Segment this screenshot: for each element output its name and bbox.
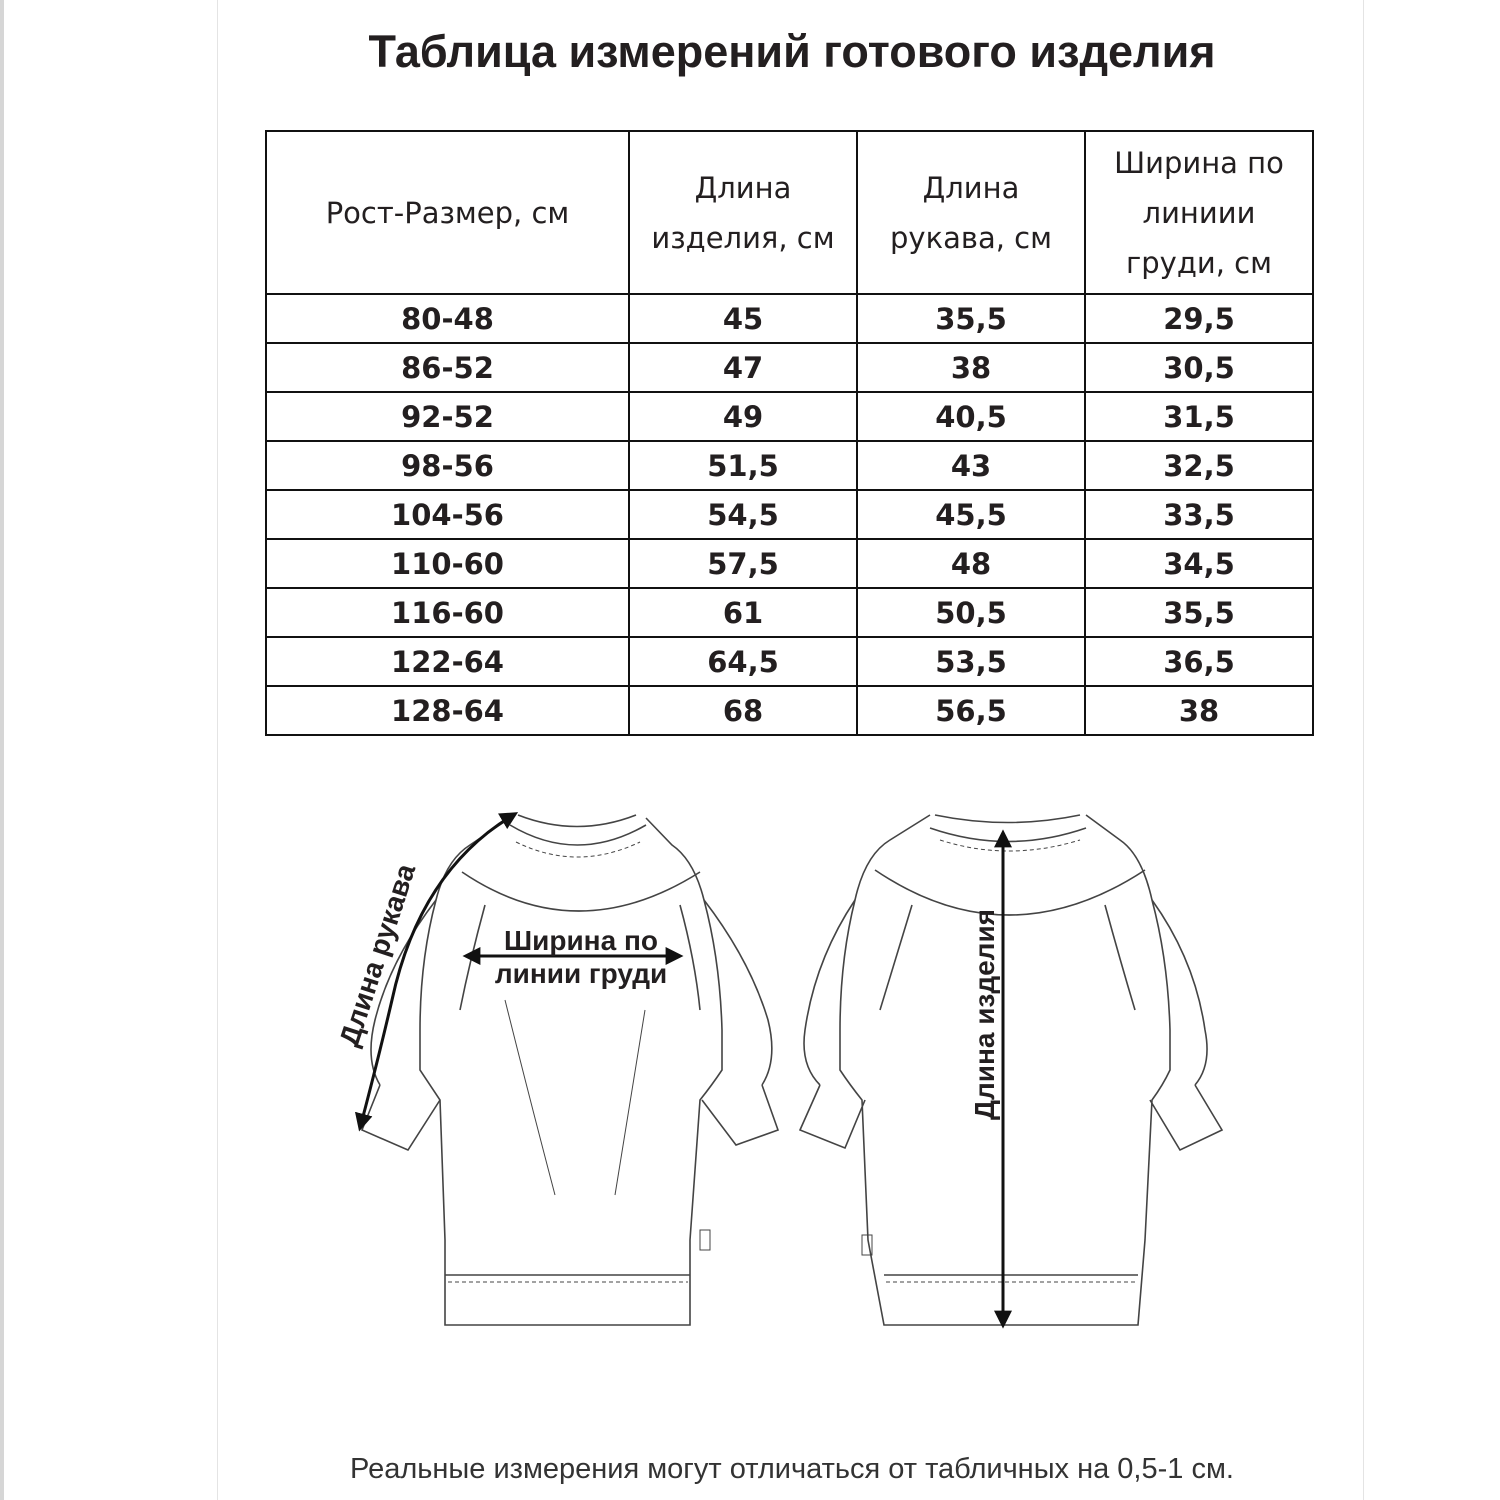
table-row — [266, 392, 1313, 441]
cell-length: 57,5 — [629, 539, 857, 588]
header-line: груди, см — [1126, 245, 1272, 280]
cell-sleeve: 35,5 — [857, 294, 1085, 343]
header-line: линиии — [1142, 195, 1256, 230]
cell-chest: 33,5 — [1085, 490, 1313, 539]
table-row — [266, 343, 1313, 392]
front-body-outline — [420, 818, 722, 1325]
back-neckband — [930, 828, 1086, 842]
header-line: Ширина по — [1114, 145, 1284, 180]
back-view-drawing — [800, 815, 1222, 1325]
cell-size: 92-52 — [266, 392, 629, 441]
table-row — [266, 588, 1313, 637]
cell-size: 122-64 — [266, 637, 629, 686]
table-row — [266, 441, 1313, 490]
cell-sleeve: 53,5 — [857, 637, 1085, 686]
cell-length: 45 — [629, 294, 857, 343]
cell-chest: 36,5 — [1085, 637, 1313, 686]
header-line: рукава, см — [890, 220, 1052, 255]
header-height-size — [266, 131, 629, 294]
front-view-drawing — [362, 815, 778, 1325]
back-yoke — [875, 870, 1145, 915]
header-sleeve-length — [857, 131, 1085, 294]
cell-size: 98-56 — [266, 441, 629, 490]
table-row — [266, 539, 1313, 588]
header-line: Длина — [694, 170, 792, 205]
table-header-row — [266, 131, 1313, 294]
cell-length: 68 — [629, 686, 857, 735]
front-neckband — [510, 825, 646, 845]
header-line: Рост-Размер, см — [325, 195, 570, 230]
back-body-outline — [840, 815, 1170, 1325]
cell-chest: 31,5 — [1085, 392, 1313, 441]
size-table — [265, 130, 1314, 736]
table-row — [266, 294, 1313, 343]
cell-length: 47 — [629, 343, 857, 392]
chest-width-label-line1: Ширина по — [504, 925, 658, 956]
cell-sleeve: 38 — [857, 343, 1085, 392]
back-left-sleeve — [804, 900, 855, 1085]
page-title: Таблица измерений готового изделия — [368, 26, 1216, 77]
cell-chest: 38 — [1085, 686, 1313, 735]
cell-length: 49 — [629, 392, 857, 441]
back-neckline — [935, 815, 1080, 823]
front-neckline — [518, 815, 636, 827]
back-left-cuff — [800, 1085, 865, 1148]
sleeve-length-label: Длина рукава — [333, 860, 422, 1050]
cell-sleeve: 50,5 — [857, 588, 1085, 637]
cell-chest: 29,5 — [1085, 294, 1313, 343]
cell-size: 116-60 — [266, 588, 629, 637]
cell-size: 128-64 — [266, 686, 629, 735]
cell-length: 51,5 — [629, 441, 857, 490]
back-right-cuff — [1150, 1085, 1222, 1150]
table-row — [266, 686, 1313, 735]
front-left-cuff — [362, 1085, 440, 1150]
cell-chest: 30,5 — [1085, 343, 1313, 392]
cell-sleeve: 45,5 — [857, 490, 1085, 539]
front-right-cuff — [702, 1085, 778, 1145]
cell-chest: 35,5 — [1085, 588, 1313, 637]
cell-sleeve: 40,5 — [857, 392, 1085, 441]
cell-sleeve: 48 — [857, 539, 1085, 588]
footnote: Реальные измерения могут отличаться от табличных на 0,5-1 см. — [350, 1453, 1234, 1485]
header-line: изделия, см — [651, 220, 835, 255]
cell-sleeve: 56,5 — [857, 686, 1085, 735]
chest-width-label-line2: линии груди — [494, 958, 668, 989]
cell-size: 104-56 — [266, 490, 629, 539]
front-yoke — [462, 872, 700, 911]
garment-length-label: Длина изделия — [969, 908, 1000, 1120]
cell-length: 64,5 — [629, 637, 857, 686]
cell-length: 61 — [629, 588, 857, 637]
front-right-sleeve — [704, 900, 772, 1085]
back-right-sleeve — [1152, 900, 1207, 1085]
cell-sleeve: 43 — [857, 441, 1085, 490]
cell-length: 54,5 — [629, 490, 857, 539]
cell-chest: 32,5 — [1085, 441, 1313, 490]
header-line: Длина — [922, 170, 1020, 205]
table-row — [266, 490, 1313, 539]
cell-size: 110-60 — [266, 539, 629, 588]
garment-diagram — [0, 780, 1500, 1360]
table-row — [266, 637, 1313, 686]
header-chest-width — [1085, 131, 1313, 294]
cell-size: 80-48 — [266, 294, 629, 343]
cell-chest: 34,5 — [1085, 539, 1313, 588]
cell-size: 86-52 — [266, 343, 629, 392]
header-garment-length — [629, 131, 857, 294]
